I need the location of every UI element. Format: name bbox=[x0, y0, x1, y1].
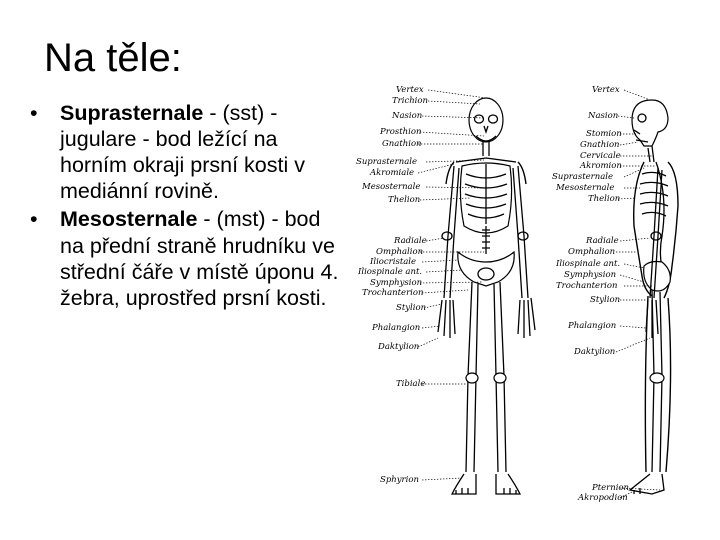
front-label-iliocristale: Iliocristale bbox=[370, 257, 417, 267]
side-skeleton-figure bbox=[630, 100, 678, 494]
front-label-daktylion: Daktylion bbox=[378, 342, 420, 352]
front-label-tibiale: Tibiale bbox=[396, 379, 426, 389]
bullet-term: Mesosternale bbox=[60, 207, 198, 232]
side-label-nasion: Nasion bbox=[588, 111, 619, 121]
side-label-suprasternale: Suprasternale bbox=[552, 172, 614, 182]
front-label-radiale: Radiale bbox=[394, 236, 427, 246]
anthropometric-points-figure bbox=[352, 76, 720, 516]
front-label-thelion: Thelion bbox=[388, 195, 421, 205]
front-label-iliospinale-ant: Iliospinale ant. bbox=[358, 267, 423, 277]
front-label-prosthion: Prosthion bbox=[380, 127, 422, 137]
side-label-pternion: Pternion bbox=[592, 483, 630, 493]
front-label-akromiale: Akromiale bbox=[370, 168, 415, 178]
front-label-omphalion: Omphalion bbox=[376, 247, 424, 257]
side-label-symphysion: Symphysion bbox=[564, 270, 617, 280]
side-label-trochanterion: Trochanterion bbox=[556, 281, 618, 291]
skeleton-diagram bbox=[352, 76, 720, 516]
bullet-icon: • bbox=[30, 101, 38, 125]
side-label-akromion: Akromion bbox=[580, 161, 622, 171]
front-label-mesosternale: Mesosternale bbox=[362, 182, 421, 192]
front-label-phalangion: Phalangion bbox=[372, 323, 421, 333]
bullet-icon: • bbox=[30, 207, 38, 232]
front-label-trichion: Trichion bbox=[392, 96, 428, 106]
front-label-gnathion: Gnathion bbox=[382, 139, 422, 149]
side-labels bbox=[552, 85, 660, 503]
side-label-omphalion: Omphalion bbox=[568, 247, 616, 257]
front-label-sphyrion: Sphyrion bbox=[380, 475, 419, 485]
side-label-stylion: Stylion bbox=[590, 295, 621, 305]
bullet-list bbox=[30, 100, 350, 313]
front-label-suprasternale: Suprasternale bbox=[356, 157, 418, 167]
slide-title: Na těle: bbox=[44, 36, 182, 80]
front-skeleton-figure bbox=[438, 98, 535, 494]
front-label-trochanterion: Trochanterion bbox=[362, 288, 424, 298]
side-label-akropodion: Akropodion bbox=[578, 493, 628, 503]
side-label-radiale: Radiale bbox=[586, 236, 619, 246]
front-label-vertex: Vertex bbox=[396, 85, 424, 95]
side-label-vertex: Vertex bbox=[592, 85, 620, 95]
side-label-phalangion: Phalangion bbox=[568, 321, 617, 331]
front-label-symphysion: Symphysion bbox=[370, 278, 423, 288]
front-label-nasion: Nasion bbox=[392, 111, 423, 121]
side-label-stomion: Stomion bbox=[586, 129, 622, 139]
side-label-mesosternale: Mesosternale bbox=[556, 183, 615, 193]
side-label-iliospinale-ant: Iliospinale ant. bbox=[556, 259, 621, 269]
bullet-term: Suprasternale bbox=[60, 101, 204, 125]
bullet-text: - (sst) - jugulare - bod ležící na horním okraji prsní kosti v mediánní rovině. bbox=[60, 101, 305, 204]
side-label-thelion: Thelion bbox=[588, 194, 621, 204]
bullet-suprasternale bbox=[30, 100, 350, 204]
bullet-text: - (mst) - bod na přední straně hrudníku ve střední čáře v místě úponu 4. žebra, uprostřed prsní kosti. bbox=[60, 207, 339, 310]
side-label-cervicale: Cervicale bbox=[580, 151, 621, 161]
bullet-mesosternale bbox=[30, 206, 350, 310]
front-label-stylion: Stylion bbox=[396, 303, 427, 313]
side-label-gnathion: Gnathion bbox=[580, 140, 620, 150]
side-label-daktylion: Daktylion bbox=[574, 347, 616, 357]
